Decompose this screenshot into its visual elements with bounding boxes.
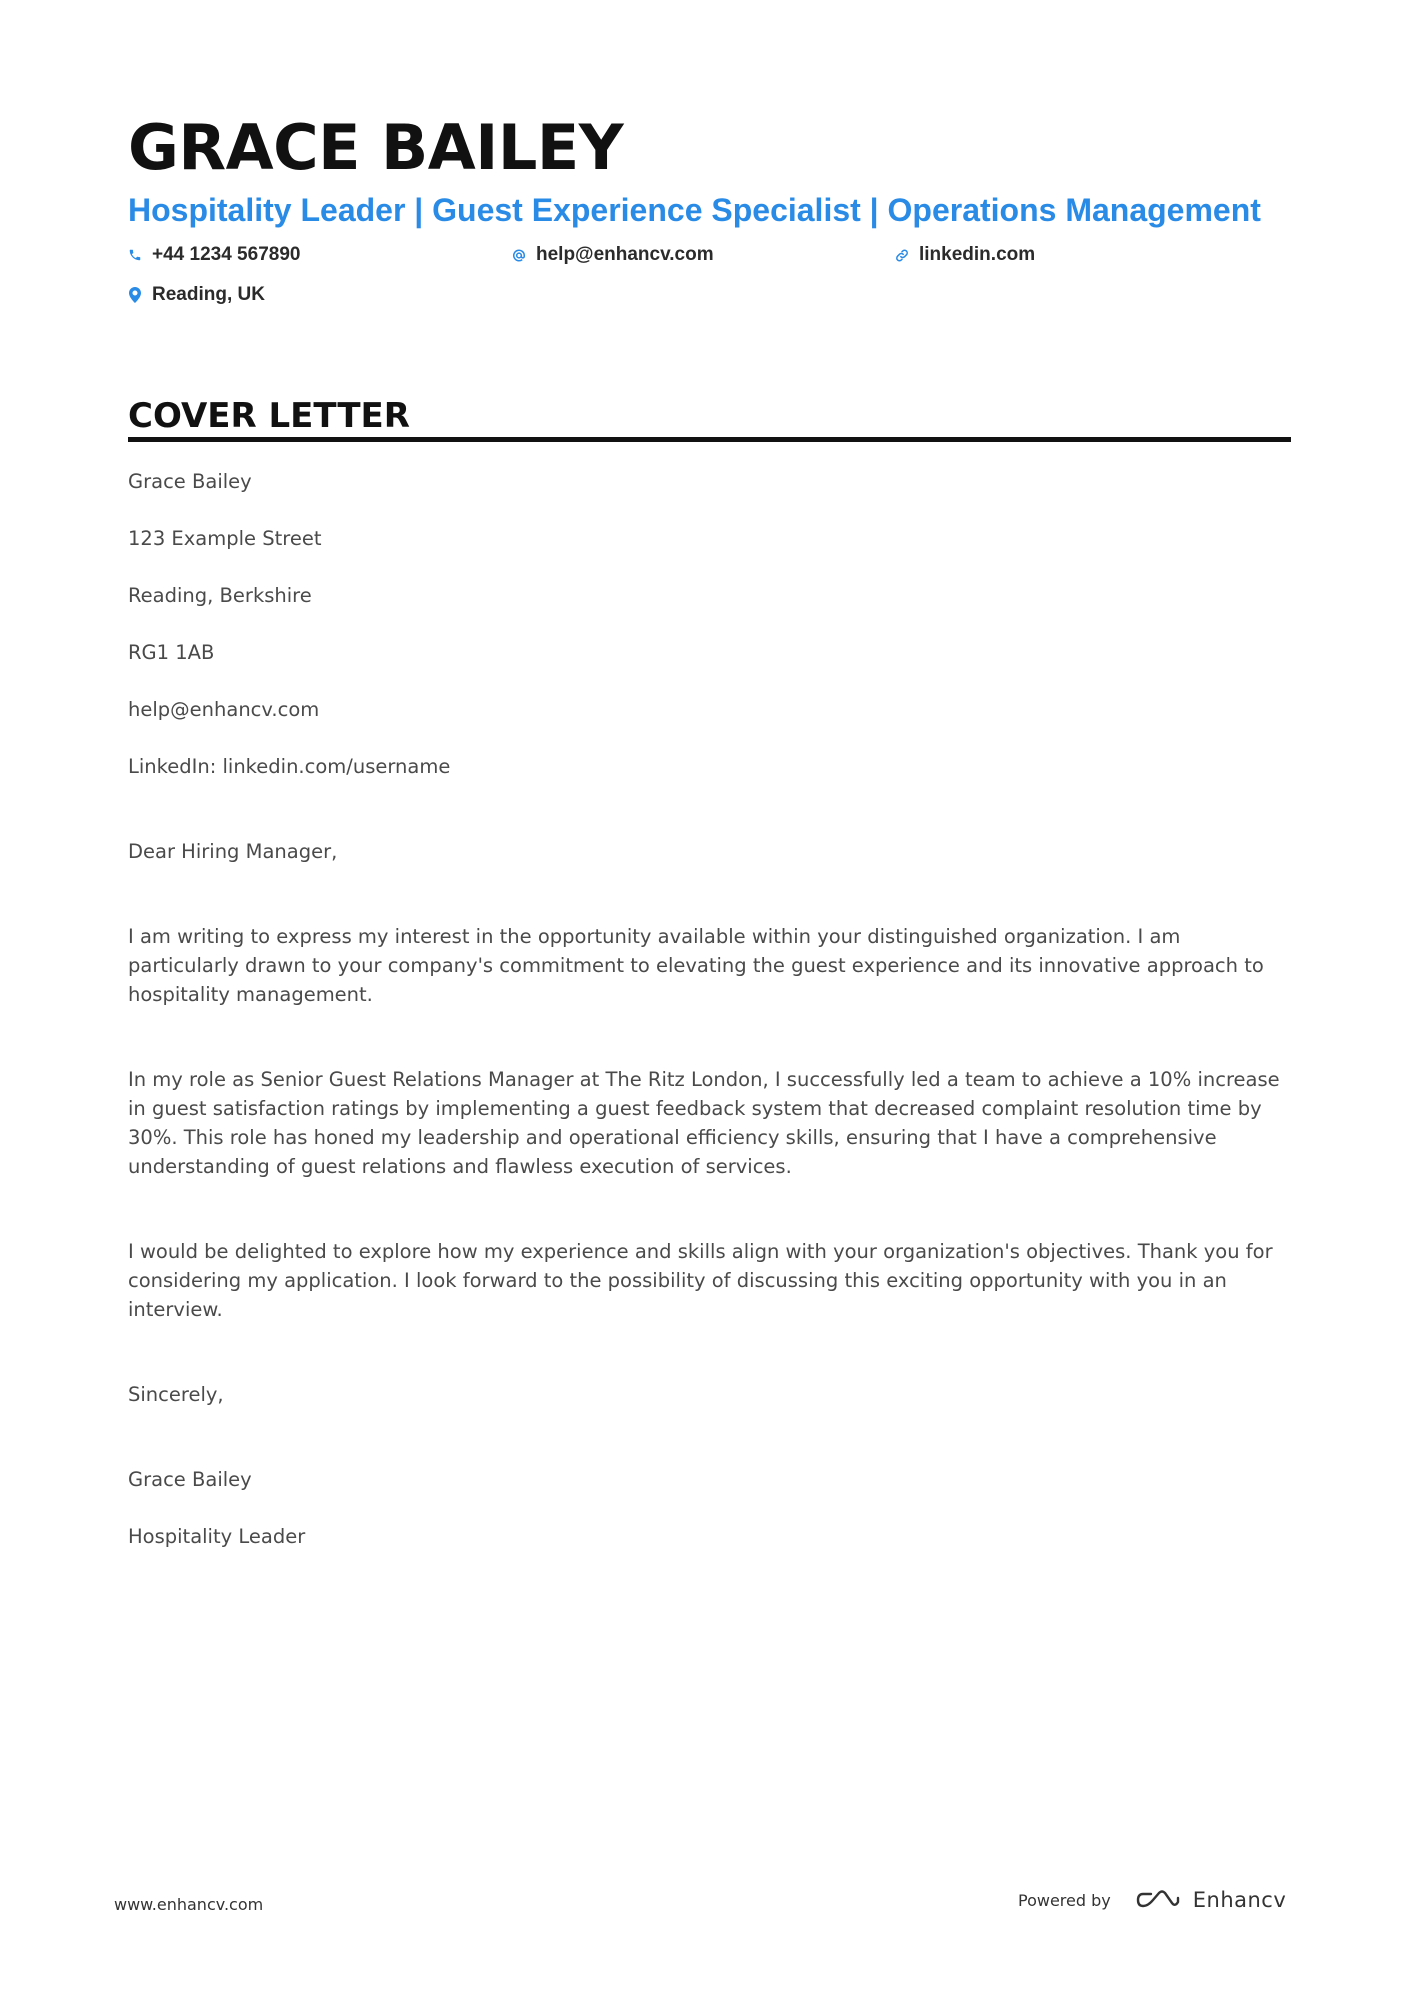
sender-name: Grace Bailey: [128, 470, 252, 493]
location-pin-icon: [128, 286, 142, 304]
section-divider: [128, 437, 1291, 442]
footer-website[interactable]: www.enhancv.com: [114, 1895, 264, 1914]
section-title: COVER LETTER: [128, 396, 410, 436]
contact-email-text: help@enhancv.com: [536, 244, 714, 265]
phone-icon: [128, 246, 142, 264]
brand-name: Enhancv: [1192, 1888, 1287, 1912]
contact-location-text: Reading, UK: [152, 284, 265, 305]
enhancv-brand: [1135, 1888, 1287, 1912]
at-icon: [512, 246, 526, 264]
signature-title: Hospitality Leader: [128, 1525, 306, 1548]
contact-location: [128, 282, 265, 308]
powered-by-label: Powered by: [1018, 1890, 1111, 1910]
sender-linkedin: LinkedIn: linkedin.com/username: [128, 755, 451, 778]
signature-name: Grace Bailey: [128, 1468, 252, 1491]
closing: Sincerely,: [128, 1383, 224, 1406]
salutation: Dear Hiring Manager,: [128, 840, 338, 863]
sender-city: Reading, Berkshire: [128, 584, 312, 607]
sender-postcode: RG1 1AB: [128, 641, 215, 664]
paragraph-2: In my role as Senior Guest Relations Manager at The Ritz London, I successfully led a team to achieve a 10% increase in guest satisfaction ratings by implementing a guest feedback system that decreased complaint resolution time by 30%. This role has honed my leadership and operational efficiency skills, ensuring that I have a comprehensive understanding of guest relations and flawless execution of services.: [128, 1068, 1280, 1178]
contact-linkedin[interactable]: [895, 242, 1035, 268]
contact-phone[interactable]: [128, 242, 300, 268]
link-icon: [895, 246, 909, 264]
candidate-name: GRACE BAILEY: [128, 111, 624, 184]
contact-email[interactable]: [512, 242, 714, 268]
paragraph-1: I am writing to express my interest in the opportunity available within your distinguished organization. I am particularly drawn to your company's commitment to elevating the guest experience and its innovative approach to hospitality management.: [128, 925, 1264, 1006]
contact-linkedin-text: linkedin.com: [919, 244, 1036, 265]
enhancv-logo-icon: [1135, 1888, 1181, 1912]
sender-email: help@enhancv.com: [128, 698, 320, 721]
contact-phone-text: +44 1234 567890: [152, 244, 301, 265]
candidate-headline: Hospitality Leader | Guest Experience Specialist | Operations Management: [128, 192, 1261, 228]
sender-street: 123 Example Street: [128, 527, 322, 550]
paragraph-3: I would be delighted to explore how my experience and skills align with your organization's objectives. Thank you for considering my application. I look forward to the possibility of discussing this exciting opportunity with you in an interview.: [128, 1240, 1273, 1321]
footer-powered-by[interactable]: [1018, 1888, 1286, 1912]
